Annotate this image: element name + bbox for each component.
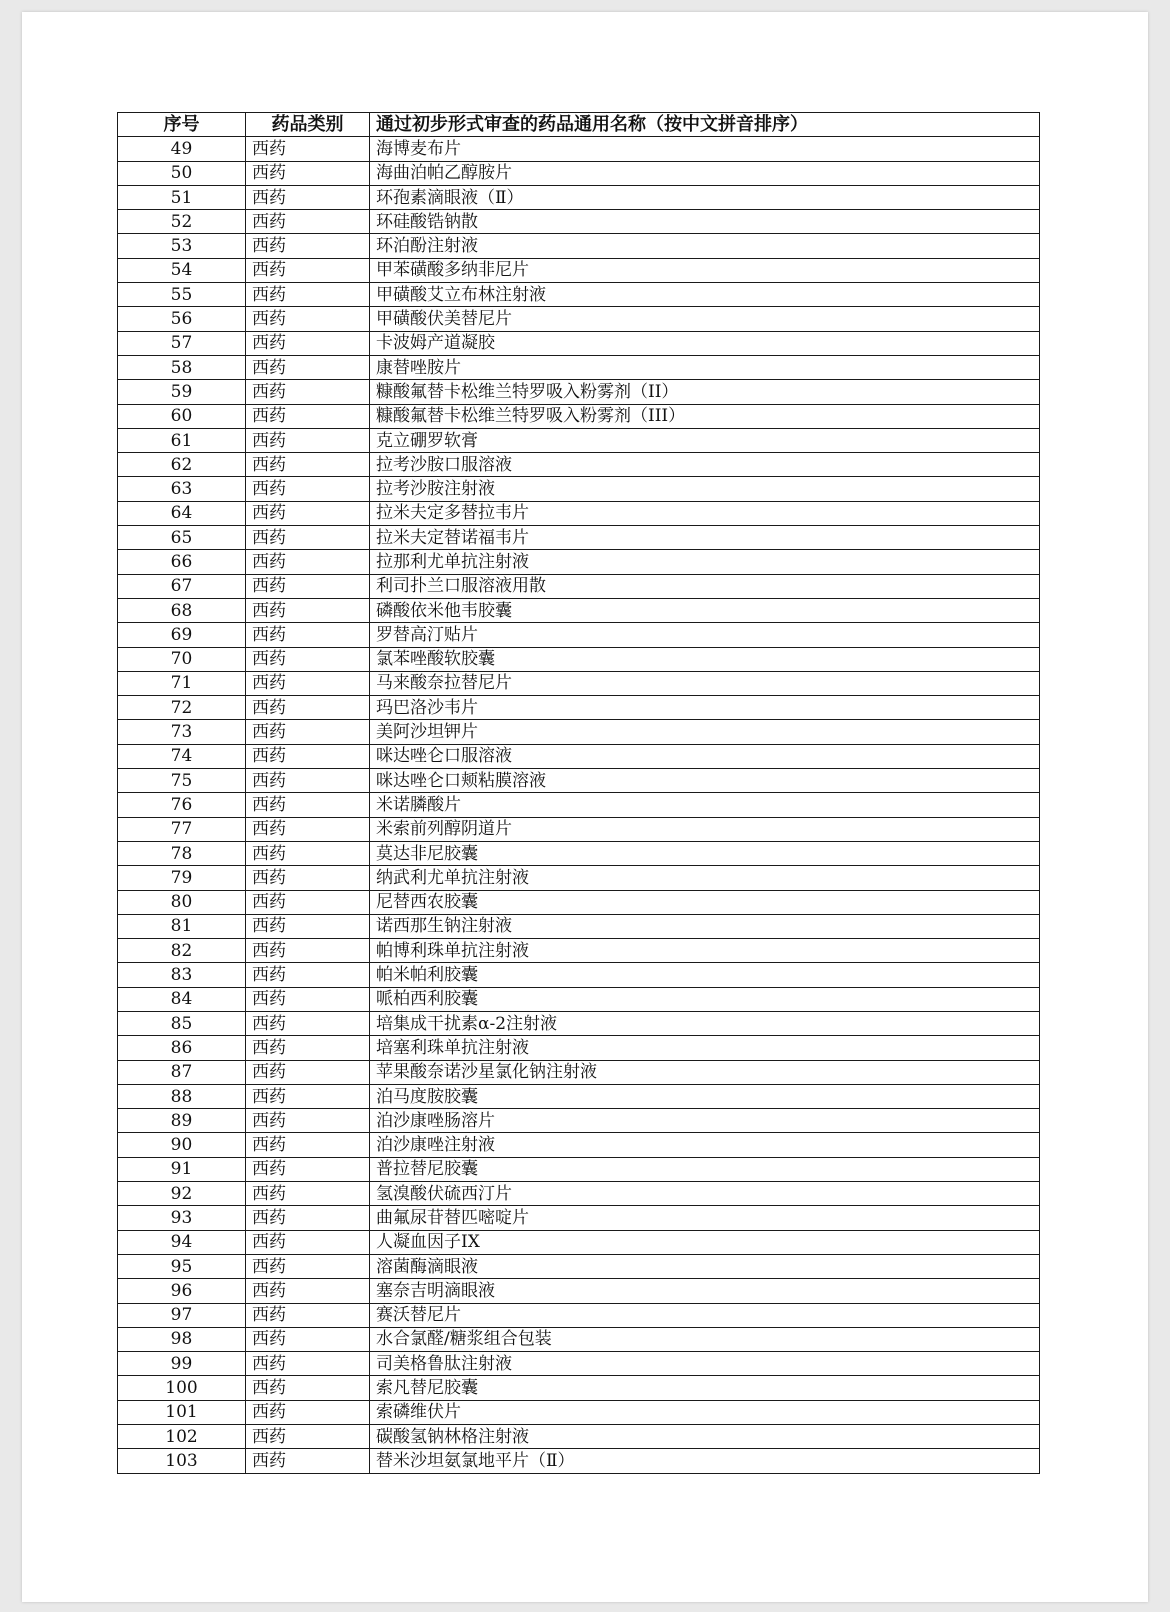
row-serial-number: 61	[118, 428, 246, 452]
table-row	[118, 307, 1040, 331]
row-serial-number: 76	[118, 793, 246, 817]
row-drug-category: 西药	[246, 963, 370, 987]
row-drug-category: 西药	[246, 793, 370, 817]
drug-list-table	[117, 112, 1040, 1474]
row-drug-name: 碳酸氢钠林格注射液	[370, 1425, 1040, 1449]
row-drug-category: 西药	[246, 307, 370, 331]
row-serial-number: 62	[118, 453, 246, 477]
table-row	[118, 890, 1040, 914]
row-drug-category: 西药	[246, 210, 370, 234]
row-serial-number: 84	[118, 987, 246, 1011]
row-drug-category: 西药	[246, 1060, 370, 1084]
document-page	[22, 12, 1148, 1602]
row-drug-name: 泊沙康唑注射液	[370, 1133, 1040, 1157]
row-serial-number: 67	[118, 574, 246, 598]
row-drug-category: 西药	[246, 1425, 370, 1449]
row-drug-category: 西药	[246, 671, 370, 695]
row-drug-category: 西药	[246, 234, 370, 258]
row-drug-category: 西药	[246, 696, 370, 720]
row-drug-category: 西药	[246, 380, 370, 404]
row-drug-name: 普拉替尼胶囊	[370, 1157, 1040, 1181]
row-serial-number: 73	[118, 720, 246, 744]
row-serial-number: 90	[118, 1133, 246, 1157]
row-drug-name: 诺西那生钠注射液	[370, 914, 1040, 938]
row-serial-number: 95	[118, 1254, 246, 1278]
row-serial-number: 102	[118, 1425, 246, 1449]
row-serial-number: 79	[118, 866, 246, 890]
row-drug-category: 西药	[246, 1230, 370, 1254]
row-drug-name: 人凝血因子IX	[370, 1230, 1040, 1254]
row-drug-category: 西药	[246, 1036, 370, 1060]
table-row	[118, 769, 1040, 793]
table-row	[118, 1157, 1040, 1181]
row-serial-number: 64	[118, 501, 246, 525]
table-row	[118, 647, 1040, 671]
row-serial-number: 91	[118, 1157, 246, 1181]
row-serial-number: 52	[118, 210, 246, 234]
row-drug-name: 氢溴酸伏硫西汀片	[370, 1182, 1040, 1206]
header-serial-number: 序号	[118, 113, 246, 137]
table-row	[118, 137, 1040, 161]
table-row	[118, 550, 1040, 574]
table-row	[118, 1327, 1040, 1351]
table-row	[118, 841, 1040, 865]
row-drug-category: 西药	[246, 939, 370, 963]
row-drug-category: 西药	[246, 283, 370, 307]
row-drug-name: 米诺膦酸片	[370, 793, 1040, 817]
row-serial-number: 71	[118, 671, 246, 695]
row-drug-category: 西药	[246, 1327, 370, 1351]
table-row	[118, 914, 1040, 938]
row-drug-name: 拉考沙胺口服溶液	[370, 453, 1040, 477]
row-drug-name: 甲磺酸艾立布林注射液	[370, 283, 1040, 307]
row-drug-name: 司美格鲁肽注射液	[370, 1352, 1040, 1376]
table-row	[118, 1449, 1040, 1473]
table-row	[118, 1279, 1040, 1303]
row-serial-number: 57	[118, 331, 246, 355]
row-drug-name: 咪达唑仑口服溶液	[370, 744, 1040, 768]
table-row	[118, 574, 1040, 598]
header-drug-category: 药品类别	[246, 113, 370, 137]
row-drug-category: 西药	[246, 258, 370, 282]
header-drug-name: 通过初步形式审查的药品通用名称（按中文拼音排序）	[370, 113, 1040, 137]
table-row	[118, 283, 1040, 307]
row-drug-category: 西药	[246, 1206, 370, 1230]
row-serial-number: 87	[118, 1060, 246, 1084]
table-row	[118, 963, 1040, 987]
table-row	[118, 1400, 1040, 1424]
row-drug-category: 西药	[246, 1254, 370, 1278]
table-row	[118, 1254, 1040, 1278]
row-serial-number: 98	[118, 1327, 246, 1351]
row-drug-category: 西药	[246, 890, 370, 914]
table-row	[118, 1206, 1040, 1230]
row-serial-number: 59	[118, 380, 246, 404]
row-drug-name: 索磷维伏片	[370, 1400, 1040, 1424]
row-drug-name: 拉那利尤单抗注射液	[370, 550, 1040, 574]
row-drug-name: 咪达唑仑口颊粘膜溶液	[370, 769, 1040, 793]
row-serial-number: 97	[118, 1303, 246, 1327]
row-drug-name: 马来酸奈拉替尼片	[370, 671, 1040, 695]
table-row	[118, 331, 1040, 355]
row-drug-name: 哌柏西利胶囊	[370, 987, 1040, 1011]
row-serial-number: 70	[118, 647, 246, 671]
row-drug-name: 克立硼罗软膏	[370, 428, 1040, 452]
table-row	[118, 987, 1040, 1011]
row-serial-number: 55	[118, 283, 246, 307]
table-row	[118, 477, 1040, 501]
row-drug-category: 西药	[246, 1449, 370, 1473]
row-serial-number: 99	[118, 1352, 246, 1376]
row-drug-name: 替米沙坦氨氯地平片（Ⅱ）	[370, 1449, 1040, 1473]
table-row	[118, 793, 1040, 817]
table-row	[118, 380, 1040, 404]
row-drug-category: 西药	[246, 453, 370, 477]
row-drug-name: 拉米夫定多替拉韦片	[370, 501, 1040, 525]
row-drug-category: 西药	[246, 185, 370, 209]
row-drug-category: 西药	[246, 623, 370, 647]
table-row	[118, 258, 1040, 282]
table-row	[118, 501, 1040, 525]
table-row	[118, 1376, 1040, 1400]
row-drug-category: 西药	[246, 1303, 370, 1327]
table-row	[118, 355, 1040, 379]
row-drug-name: 帕博利珠单抗注射液	[370, 939, 1040, 963]
table-row	[118, 210, 1040, 234]
row-serial-number: 96	[118, 1279, 246, 1303]
table-row	[118, 671, 1040, 695]
row-serial-number: 68	[118, 598, 246, 622]
row-drug-category: 西药	[246, 404, 370, 428]
table-row	[118, 1036, 1040, 1060]
row-drug-category: 西药	[246, 1376, 370, 1400]
table-row	[118, 1084, 1040, 1108]
row-drug-category: 西药	[246, 1109, 370, 1133]
row-drug-name: 索凡替尼胶囊	[370, 1376, 1040, 1400]
row-serial-number: 54	[118, 258, 246, 282]
row-serial-number: 56	[118, 307, 246, 331]
row-serial-number: 60	[118, 404, 246, 428]
row-drug-name: 帕米帕利胶囊	[370, 963, 1040, 987]
row-drug-category: 西药	[246, 987, 370, 1011]
row-drug-name: 溶菌酶滴眼液	[370, 1254, 1040, 1278]
table-row	[118, 234, 1040, 258]
row-drug-category: 西药	[246, 331, 370, 355]
row-drug-category: 西药	[246, 550, 370, 574]
table-header-row	[118, 113, 1040, 137]
row-serial-number: 88	[118, 1084, 246, 1108]
row-drug-category: 西药	[246, 744, 370, 768]
table-row	[118, 1060, 1040, 1084]
table-row	[118, 1425, 1040, 1449]
row-serial-number: 101	[118, 1400, 246, 1424]
row-serial-number: 103	[118, 1449, 246, 1473]
row-drug-category: 西药	[246, 355, 370, 379]
row-drug-name: 赛沃替尼片	[370, 1303, 1040, 1327]
row-drug-name: 纳武利尤单抗注射液	[370, 866, 1040, 890]
row-serial-number: 80	[118, 890, 246, 914]
row-drug-category: 西药	[246, 1279, 370, 1303]
row-serial-number: 83	[118, 963, 246, 987]
row-serial-number: 100	[118, 1376, 246, 1400]
table-row	[118, 428, 1040, 452]
row-serial-number: 81	[118, 914, 246, 938]
row-drug-name: 美阿沙坦钾片	[370, 720, 1040, 744]
row-drug-name: 糠酸氟替卡松维兰特罗吸入粉雾剂（II）	[370, 380, 1040, 404]
row-serial-number: 49	[118, 137, 246, 161]
row-drug-category: 西药	[246, 526, 370, 550]
row-drug-name: 塞奈吉明滴眼液	[370, 1279, 1040, 1303]
row-drug-category: 西药	[246, 769, 370, 793]
row-drug-name: 甲磺酸伏美替尼片	[370, 307, 1040, 331]
row-serial-number: 69	[118, 623, 246, 647]
row-drug-name: 罗替高汀贴片	[370, 623, 1040, 647]
row-drug-name: 环泊酚注射液	[370, 234, 1040, 258]
row-drug-category: 西药	[246, 817, 370, 841]
row-serial-number: 66	[118, 550, 246, 574]
row-serial-number: 50	[118, 161, 246, 185]
row-drug-category: 西药	[246, 720, 370, 744]
row-drug-name: 海博麦布片	[370, 137, 1040, 161]
row-drug-category: 西药	[246, 1133, 370, 1157]
row-drug-name: 康替唑胺片	[370, 355, 1040, 379]
row-drug-category: 西药	[246, 161, 370, 185]
row-drug-category: 西药	[246, 428, 370, 452]
row-serial-number: 58	[118, 355, 246, 379]
table-row	[118, 404, 1040, 428]
table-row	[118, 1182, 1040, 1206]
row-drug-category: 西药	[246, 574, 370, 598]
table-row	[118, 1230, 1040, 1254]
table-row	[118, 744, 1040, 768]
row-drug-category: 西药	[246, 1157, 370, 1181]
row-drug-name: 曲氟尿苷替匹嘧啶片	[370, 1206, 1040, 1230]
row-drug-name: 甲苯磺酸多纳非尼片	[370, 258, 1040, 282]
row-drug-name: 环孢素滴眼液（Ⅱ）	[370, 185, 1040, 209]
row-serial-number: 92	[118, 1182, 246, 1206]
row-drug-category: 西药	[246, 137, 370, 161]
row-drug-category: 西药	[246, 1011, 370, 1035]
row-drug-name: 水合氯醛/糖浆组合包装	[370, 1327, 1040, 1351]
row-drug-category: 西药	[246, 501, 370, 525]
table-row	[118, 1011, 1040, 1035]
table-row	[118, 866, 1040, 890]
row-serial-number: 77	[118, 817, 246, 841]
row-drug-name: 拉考沙胺注射液	[370, 477, 1040, 501]
row-serial-number: 74	[118, 744, 246, 768]
row-drug-category: 西药	[246, 1084, 370, 1108]
row-drug-category: 西药	[246, 647, 370, 671]
row-drug-name: 环硅酸锆钠散	[370, 210, 1040, 234]
row-serial-number: 85	[118, 1011, 246, 1035]
row-drug-category: 西药	[246, 598, 370, 622]
row-drug-name: 糠酸氟替卡松维兰特罗吸入粉雾剂（III）	[370, 404, 1040, 428]
row-serial-number: 51	[118, 185, 246, 209]
row-serial-number: 89	[118, 1109, 246, 1133]
table-body	[118, 137, 1040, 1473]
row-drug-name: 培塞利珠单抗注射液	[370, 1036, 1040, 1060]
row-serial-number: 82	[118, 939, 246, 963]
row-serial-number: 53	[118, 234, 246, 258]
row-drug-category: 西药	[246, 477, 370, 501]
row-drug-name: 苹果酸奈诺沙星氯化钠注射液	[370, 1060, 1040, 1084]
row-drug-name: 磷酸依米他韦胶囊	[370, 598, 1040, 622]
row-serial-number: 65	[118, 526, 246, 550]
row-serial-number: 72	[118, 696, 246, 720]
row-drug-name: 海曲泊帕乙醇胺片	[370, 161, 1040, 185]
row-drug-name: 泊沙康唑肠溶片	[370, 1109, 1040, 1133]
table-row	[118, 817, 1040, 841]
row-serial-number: 86	[118, 1036, 246, 1060]
row-serial-number: 63	[118, 477, 246, 501]
row-drug-name: 米索前列醇阴道片	[370, 817, 1040, 841]
table-row	[118, 1133, 1040, 1157]
row-drug-name: 尼替西农胶囊	[370, 890, 1040, 914]
table-row	[118, 1109, 1040, 1133]
table-row	[118, 161, 1040, 185]
table-row	[118, 526, 1040, 550]
row-drug-name: 莫达非尼胶囊	[370, 841, 1040, 865]
row-drug-name: 拉米夫定替诺福韦片	[370, 526, 1040, 550]
table-row	[118, 1303, 1040, 1327]
row-drug-category: 西药	[246, 841, 370, 865]
row-drug-category: 西药	[246, 866, 370, 890]
row-serial-number: 93	[118, 1206, 246, 1230]
row-drug-name: 卡波姆产道凝胶	[370, 331, 1040, 355]
row-drug-name: 泊马度胺胶囊	[370, 1084, 1040, 1108]
row-drug-category: 西药	[246, 1400, 370, 1424]
row-drug-name: 利司扑兰口服溶液用散	[370, 574, 1040, 598]
table-row	[118, 720, 1040, 744]
row-drug-name: 玛巴洛沙韦片	[370, 696, 1040, 720]
row-drug-category: 西药	[246, 1352, 370, 1376]
row-drug-name: 培集成干扰素α-2注射液	[370, 1011, 1040, 1035]
row-drug-category: 西药	[246, 1182, 370, 1206]
table-row	[118, 598, 1040, 622]
row-drug-name: 氯苯唑酸软胶囊	[370, 647, 1040, 671]
row-serial-number: 94	[118, 1230, 246, 1254]
table-row	[118, 696, 1040, 720]
table-row	[118, 1352, 1040, 1376]
table-row	[118, 185, 1040, 209]
table-row	[118, 623, 1040, 647]
table-row	[118, 453, 1040, 477]
table-row	[118, 939, 1040, 963]
row-serial-number: 75	[118, 769, 246, 793]
row-serial-number: 78	[118, 841, 246, 865]
row-drug-category: 西药	[246, 914, 370, 938]
